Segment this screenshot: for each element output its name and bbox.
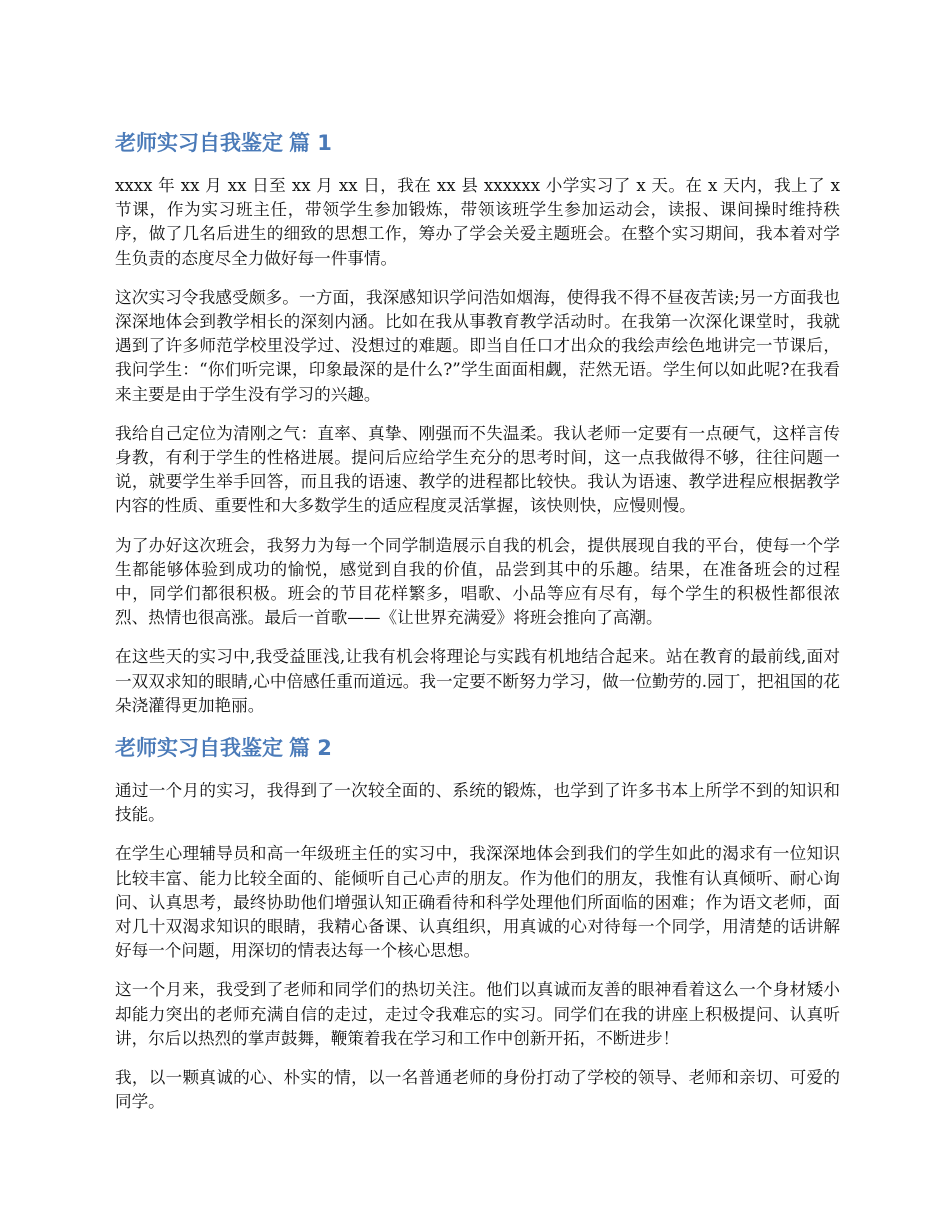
section-title-text: 老师实习自我鉴定 bbox=[115, 736, 283, 761]
paragraph: 在学生心理辅导员和高一年级班主任的实习中，我深深地体会到我们的学生如此的渴求有一位知识比较丰富、能力比较全面的、能倾听自己心声的朋友。作为他们的朋友，我惟有认真倾听、耐心询问、认真思考，最终协助他们增强认知正确看待和科学处理他们所面临的困难；作为语文老师，面对几十双渴求知识的眼睛，我精心备课、认真组织，用真诚的心对待每一个同学，用清楚的话讲解好每一个问题，用深切的情表达每一个核心思想。 bbox=[115, 844, 840, 961]
section-1 bbox=[115, 128, 840, 718]
paragraph: 通过一个月的实习，我得到了一次较全面的、系统的锻炼，也学到了许多书本上所学不到的知识和技能。 bbox=[115, 781, 840, 825]
paragraph: 我，以一颗真诚的心、朴实的情，以一名普通老师的身份打动了学校的领导、老师和亲切、可爱的同学。 bbox=[115, 1068, 840, 1112]
paragraph: 这次实习令我感受颇多。一方面，我深感知识学问浩如烟海，使得我不得不昼夜苦读;另一方面我也深深地体会到教学相长的深刻内涵。比如在我从事教育教学活动时。在我第一次深化课堂时，我就遇到了许多师范学校里没学过、没想过的难题。即当自任口才出众的我绘声绘色地讲完一节课后，我问学生：“你们听完课，印象最深的是什么?”学生面面相觑，茫然无语。学生何以如此呢?在我看来主要是由于学生没有学习的兴趣。 bbox=[115, 287, 840, 404]
paragraph: 这一个月来，我受到了老师和同学们的热切关注。他们以真诚而友善的眼神看着这么一个身材矮小却能力突出的老师充满自信的走过，走过令我难忘的实习。同学们在我的讲座上积极提问、认真听讲，尔后以热烈的掌声鼓舞，鞭策着我在学习和工作中创新开拓，不断进步！ bbox=[115, 980, 840, 1048]
section-title bbox=[115, 128, 840, 158]
section-2 bbox=[115, 733, 840, 1114]
document-page bbox=[115, 128, 840, 1130]
section-title-text: 老师实习自我鉴定 bbox=[115, 131, 283, 155]
section-title bbox=[115, 733, 840, 763]
paragraph: 在这些天的实习中,我受益匪浅,让我有机会将理论与实践有机地结合起来。站在教育的最前线,面对一双双求知的眼睛,心中倍感任重而道远。我一定要不断努力学习，做一位勤劳的.园丁，把祖国的花朵浇灌得更加艳丽。 bbox=[115, 647, 840, 715]
paragraph: 为了办好这次班会，我努力为每一个同学制造展示自我的机会，提供展现自我的平台，使每一个学生都能够体验到成功的愉悦，感觉到自我的价值，品尝到其中的乐趣。结果，在准备班会的过程中，同学们都很积极。班会的节目花样繁多，唱歌、小品等应有尽有，每个学生的积极性都很浓烈、热情也很高涨。最后一首歌——《让世界充满爱》将班会推向了高潮。 bbox=[115, 535, 840, 628]
section-number: 篇 1 bbox=[289, 131, 332, 155]
paragraph: 我给自己定位为清刚之气：直率、真挚、刚强而不失温柔。我认老师一定要有一点硬气，这样言传身教，有利于学生的性格进展。提问后应给学生充分的思考时间，这一点我做得不够，往往问题一说，就要学生举手回答，而且我的语速、教学的进程都比较快。我认为语速、教学进程应根据教学内容的性质、重要性和大多数学生的适应程度灵活掌握，该快则快，应慢则慢。 bbox=[115, 423, 840, 516]
section-number: 篇 2 bbox=[289, 736, 332, 761]
paragraph: xxxx 年 xx 月 xx 日至 xx 月 xx 日，我在 xx 县 xxxxxx 小学实习了 x 天。在 x 天内，我上了 x 节课，作为实习班主任，带领学生参加锻炼，带领该班学生参加运动会，读报、课间操时维持秩序，做了几名后进生的细致的思想工作，筹办了学会关爱主题班会。在整个实习期间，我本着对学生负责的态度尽全力做好每一件事情。 bbox=[115, 176, 840, 268]
